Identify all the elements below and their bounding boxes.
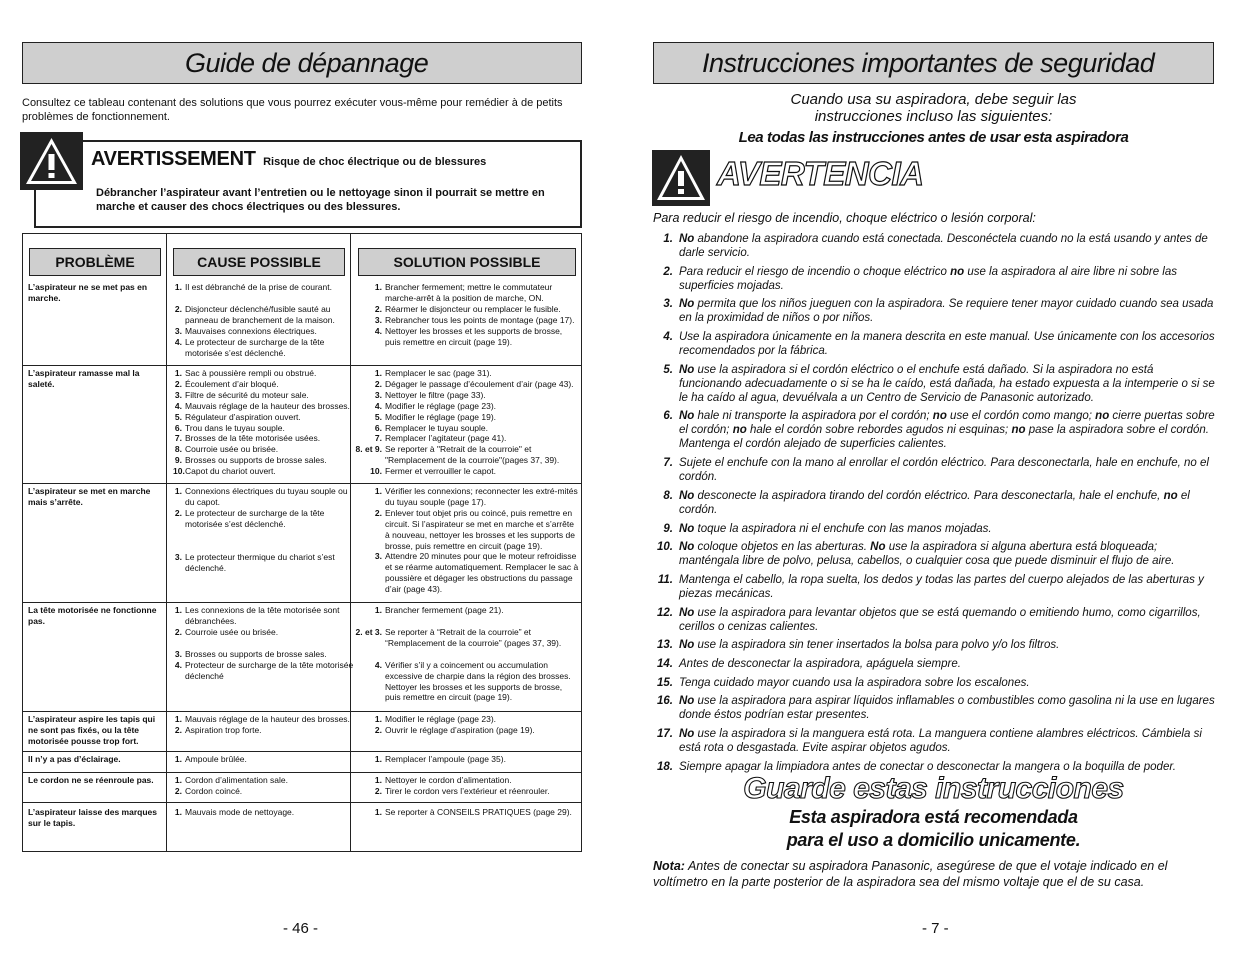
list-item: [353, 508, 579, 552]
list-item: [353, 807, 579, 818]
item-number: 17.: [657, 728, 673, 740]
list-item: [173, 337, 355, 359]
item-text: No desconecte la aspiradora tirando del cordón eléctrico. Para desconectarla, hale el enchufe, no el cordón.: [679, 489, 1190, 516]
list-item: [173, 466, 355, 477]
list-item: [173, 326, 355, 337]
safety-item: [653, 265, 1219, 293]
list-item: [173, 552, 355, 574]
warning-text: Débrancher l’aspirateur avant l’entretien ou le nettoyage sinon il pourrait se mettre en marche et causer des chocs électriques ou des blessures.: [96, 187, 545, 213]
list-item: [173, 508, 355, 530]
list-item: [173, 379, 355, 390]
solution-cell: [353, 775, 579, 797]
item-number: 6.: [374, 422, 382, 433]
item-text: Se reporter à “Retrait de la courroie” et “Remplacement de la courroie” (pages 37, 39).: [385, 626, 562, 648]
item-number: 2.: [174, 507, 182, 518]
item-number: 5.: [663, 363, 673, 376]
safety-item: [653, 363, 1219, 405]
item-number: 1.: [174, 282, 182, 292]
item-number: 3.: [174, 389, 182, 400]
item-text: Sac à poussière rempli ou obstrué.: [185, 368, 317, 378]
problem-cell: Il n’y a pas d’éclairage.: [28, 754, 121, 764]
list-item: [353, 368, 579, 379]
item-number: 1.: [174, 807, 182, 817]
item-number: 3.: [374, 314, 382, 325]
warning-triangle-icon: [20, 132, 83, 190]
item-number: 1.: [174, 775, 182, 785]
item-text: No permita que los niños jueguen con la aspiradora. Se requiere tener mayor cuidado cuando sea usada en la proximidad de niños o por niños.: [679, 298, 1214, 325]
item-number: 2.: [174, 724, 182, 735]
item-number: 15.: [657, 676, 673, 689]
list-item: [353, 786, 579, 797]
item-text: Tenga cuidado mayor cuando usa la aspiradora sobre los escalones.: [679, 676, 1030, 689]
item-number: 1.: [374, 714, 382, 724]
list-item: [353, 423, 579, 434]
item-number: 1.: [174, 754, 182, 764]
row-divider: [23, 711, 581, 712]
safety-item: [653, 232, 1219, 260]
list-item: [173, 807, 355, 818]
item-number: 4.: [374, 659, 382, 670]
list-item: [353, 775, 579, 786]
warning-triangle-icon: [652, 150, 710, 206]
warning-subtitle: Risque de choc électrique ou de blessures: [263, 156, 487, 168]
item-text: Les connexions de la tête motorisée sont débranchées.: [185, 605, 340, 626]
header-cause: CAUSE POSSIBLE: [173, 248, 345, 276]
item-text: Mauvaises connexions électriques.: [185, 325, 317, 336]
guarde-sub-line-2: para el uso a domicilio unicamente.: [786, 830, 1081, 850]
intro-text: Consultez ce tableau contenant des solutions que vous pourrez exécuter vous-même pour remédier à de petits problèmes de fonctionnement.: [22, 97, 563, 123]
item-number: 2.: [174, 785, 182, 796]
header-problem: PROBLÈME: [29, 248, 161, 276]
problem-cell: La tête motorisée ne fonctionne pas.: [28, 605, 157, 626]
safety-item: [653, 727, 1219, 755]
item-number: 6.: [663, 410, 673, 423]
spacer: [353, 649, 579, 660]
list-item: [353, 627, 579, 649]
subtitle-line-1: Cuando usa su aspiradora, debe seguir las: [790, 91, 1077, 108]
item-text: Brancher fermement (page 21).: [385, 605, 504, 615]
item-number: 3.: [174, 551, 182, 562]
subtitle-line-2: instrucciones incluso las siguientes:: [814, 108, 1053, 125]
item-number: 1.: [174, 714, 182, 724]
item-number: 7.: [174, 433, 182, 444]
item-number: 4.: [174, 336, 182, 347]
item-number: 2.: [374, 724, 382, 735]
list-item: [173, 423, 355, 434]
solution-cell: [353, 368, 579, 477]
item-text: Brancher fermement; mettre le commutateur marche-arrêt à la position de marche, ON.: [385, 282, 553, 303]
troubleshooting-table: [22, 233, 582, 852]
item-text: Enlever tout objet pris ou coincé, puis remettre en circuit. Si l’aspirateur se met en marche et s’arrête à nouveau, nettoyer les brosses et les supports de brosse, puis remettre en circuit (page 19).: [385, 507, 575, 551]
item-number: 4.: [663, 331, 673, 344]
safety-item: [653, 522, 1219, 536]
list-item: [173, 775, 355, 786]
problem-cell: L’aspirateur se met en marche mais s’arrête.: [28, 486, 151, 507]
list-item: [173, 486, 355, 508]
item-text: Remplacer le tuyau souple.: [385, 422, 489, 433]
item-text: Le protecteur thermique du chariot s’est déclenché.: [185, 551, 335, 573]
safety-item: [653, 573, 1219, 601]
solution-cell: [353, 282, 579, 347]
page-number: - 46 -: [283, 920, 319, 937]
item-number: 2.: [174, 303, 182, 314]
list-item: [173, 754, 355, 765]
right-page: [617, 0, 1235, 954]
list-item: [173, 649, 355, 660]
item-number: 4.: [374, 400, 382, 411]
list-item: [173, 433, 355, 444]
solution-cell: [353, 486, 579, 595]
solution-cell: [353, 807, 579, 818]
item-text: Se reporter à CONSEILS PRATIQUES (page 29).: [385, 807, 572, 817]
item-text: Ampoule brûlée.: [185, 754, 247, 764]
solution-cell: [353, 605, 579, 703]
column-divider: [166, 234, 167, 851]
list-item: [173, 714, 355, 725]
safety-item: [653, 489, 1219, 517]
item-text: Siempre apagar la limpiadora antes de conectar o desconectar la mangera o la boquilla de poder.: [679, 760, 1176, 773]
item-number: 2.: [174, 626, 182, 637]
list-item: [173, 455, 355, 466]
item-text: No use la aspiradora si el cordón eléctrico o el enchufe está dañado. Si la aspiradora no está funcionando adecuadamente o si se ha le caído, está dañada, ha estado expuesta a la intemperie o si se le ha caído al agua, devuélvala a un Centro de Servicio de Panasonic autorizado.: [679, 363, 1215, 404]
item-text: Use la aspiradora únicamente en la manera descrita en este manual. Use únicamente con los accesorios recomendados por la fábrica.: [679, 331, 1215, 358]
cause-cell: [173, 368, 355, 477]
item-text: Aspiration trop forte.: [185, 724, 262, 735]
list-item: [353, 304, 579, 315]
item-number: 3.: [374, 551, 382, 562]
row-divider: [23, 483, 581, 484]
spacer: [173, 530, 355, 541]
page-title: Guide de dépannage: [22, 42, 582, 84]
list-item: [173, 282, 355, 293]
item-text: Rebrancher tous les points de montage (page 17).: [385, 314, 575, 325]
item-number: 5.: [374, 411, 382, 422]
list-item: [353, 390, 579, 401]
list-item: [173, 627, 355, 638]
list-item: [353, 486, 579, 508]
item-number: 2.: [374, 507, 382, 518]
item-number: 1.: [174, 368, 182, 378]
item-text: Courroie usée ou brisée.: [185, 444, 279, 455]
item-number: 3.: [374, 389, 382, 400]
item-text: Ouvrir le réglage d’aspiration (page 19).: [385, 724, 535, 735]
list-item: [353, 326, 579, 348]
item-text: Réarmer le disjoncteur ou remplacer le fusible.: [385, 303, 561, 314]
list-item: [353, 282, 579, 304]
list-item: [353, 412, 579, 423]
note-label: Nota:: [653, 859, 685, 873]
guarde-sub-line-1: Esta aspiradora está recomendada: [789, 807, 1078, 827]
list-item: [353, 725, 579, 736]
list-item: [353, 754, 579, 765]
item-text: Remplacer l’ampoule (page 35).: [385, 754, 506, 764]
spacer: [173, 541, 355, 552]
problem-cell: Le cordon ne se réenroule pas.: [28, 775, 154, 785]
list-item: [173, 304, 355, 326]
item-text: Connexions électriques du tuyau souple ou du capot.: [185, 486, 348, 507]
list-item: [173, 401, 355, 412]
item-text: No coloque objetos en las aberturas. No use la aspiradora si alguna abertura está bloqueada; manténgala libre de polvo, pelusa, cabellos, o cualquier cosa que puede disminuir el flujo de aire.: [679, 541, 1175, 568]
item-text: Mauvais réglage de la hauteur des brosses.: [185, 400, 350, 411]
cause-cell: [173, 807, 355, 818]
save-instructions-title: Guarde estas instrucciones: [743, 772, 1124, 805]
row-divider: [23, 365, 581, 366]
item-text: Vérifier s’il y a coincement ou accumulation excessive de charpie dans la région des brosses. Nettoyer les brosses et les supports de brosse, puis remettre en circuit (page 19).: [385, 659, 571, 703]
item-text: Filtre de sécurité du moteur sale.: [185, 389, 309, 400]
item-number: 1.: [174, 605, 182, 615]
item-number: 5.: [174, 411, 182, 422]
subtitle: [653, 91, 1214, 125]
item-number: 9.: [174, 455, 182, 466]
item-number: 1.: [374, 282, 382, 292]
safety-item: [653, 694, 1219, 722]
cause-cell: [173, 486, 355, 573]
item-number: 3.: [174, 648, 182, 659]
list-item: [173, 605, 355, 627]
item-text: Brosses ou supports de brosse sales.: [185, 455, 327, 466]
item-number: 3.: [174, 325, 182, 336]
safety-item: [653, 330, 1219, 358]
item-number: 2.: [374, 303, 382, 314]
row-divider: [23, 802, 581, 803]
list-item: [353, 466, 579, 477]
item-number: 8.: [663, 489, 673, 502]
item-text: Se reporter à "Retrait de la courroie" et "Remplacement de la courroie"(pages 37, 39).: [385, 444, 560, 466]
item-text: Brosses ou supports de brosse sales.: [185, 648, 327, 659]
list-item: [173, 390, 355, 401]
item-text: Capot du chariot ouvert.: [185, 466, 276, 477]
item-text: Le protecteur de surcharge de la tête motorisée s’est déclenché.: [185, 336, 325, 358]
list-item: [173, 412, 355, 423]
list-item: [173, 368, 355, 379]
warning-intro: Para reducir el riesgo de incendio, choque eléctrico o lesión corporal:: [653, 211, 1036, 225]
list-item: [353, 605, 579, 616]
cause-cell: [173, 754, 355, 765]
item-number: 10.: [370, 466, 382, 477]
note-text: Antes de conectar su aspiradora Panasonic, asegúrese de que el votaje indicado en el voltímetro en la parte posterior de la aspiradora sea del mismo voltaje que el de su casa.: [653, 859, 1168, 889]
safety-item: [653, 456, 1219, 484]
item-number: 8. et 9.: [355, 444, 382, 455]
item-number: 12.: [657, 606, 673, 619]
item-text: Protecteur de surcharge de la tête motorisée déclenché: [185, 659, 354, 681]
cause-cell: [173, 775, 355, 797]
item-text: Écoulement d’air bloqué.: [185, 378, 279, 389]
item-number: 6.: [174, 422, 182, 433]
item-text: Nettoyer le cordon d’alimentation.: [385, 775, 512, 785]
safety-instructions-list: [653, 232, 1219, 778]
item-text: Modifier le réglage (page 23).: [385, 400, 497, 411]
spacer: [173, 293, 355, 304]
item-number: 2.: [663, 265, 673, 278]
item-text: No use la aspiradora para levantar objetos que se está quemando o emitiendo humo, como cigarrillos, cerillos o cenizas calientes.: [679, 606, 1201, 633]
item-text: Nettoyer le filtre (page 33).: [385, 389, 486, 400]
item-number: 4.: [374, 325, 382, 336]
item-text: No use la aspiradora sin tener insertados la bolsa para polvo y/o los filtros.: [679, 639, 1060, 652]
save-instructions-subtitle: [653, 806, 1214, 852]
solution-cell: [353, 714, 579, 736]
item-text: Mauvais réglage de la hauteur des brosses.: [185, 714, 350, 724]
warning-title: AVERTENCIA: [717, 155, 924, 192]
voltage-note: [653, 858, 1219, 890]
safety-item: [653, 676, 1219, 690]
list-item: [353, 660, 579, 704]
item-number: 14.: [657, 657, 673, 670]
item-text: Remplacer l’agitateur (page 41).: [385, 433, 507, 444]
safety-item: [653, 297, 1219, 325]
safety-item: [653, 540, 1219, 568]
item-number: 2.: [374, 378, 382, 389]
list-item: [353, 551, 579, 595]
item-text: Disjoncteur déclenché/fusible sauté au panneau de branchement de la maison.: [185, 303, 335, 325]
cause-cell: [173, 282, 355, 358]
item-text: Vérifier les connexions; reconnecter les extré-mités du tuyau souple (page 17).: [385, 486, 578, 507]
page-title: Instrucciones importantes de seguridad: [653, 42, 1214, 84]
item-number: 18.: [657, 760, 673, 773]
item-text: Le protecteur de surcharge de la tête motorisée s’est déclenché.: [185, 507, 325, 529]
item-text: Mantenga el cabello, la ropa suelta, los dedos y todas las partes del cuerpo alejados de las aberturas y piezas mecánicas.: [679, 573, 1204, 600]
item-text: Para reducir el riesgo de incendio o choque eléctrico no use la aspiradora al aire libre ni sobre las superficies mojadas.: [679, 265, 1177, 292]
list-item: [173, 444, 355, 455]
item-number: 2.: [374, 785, 382, 796]
item-number: 3.: [663, 298, 673, 311]
item-text: No abandone la aspiradora cuando está conectada. Desconéctela cuando no la está usando y antes de darle servicio.: [679, 233, 1208, 259]
safety-item: [653, 409, 1219, 451]
list-item: [353, 379, 579, 390]
list-item: [353, 433, 579, 444]
item-number: 1.: [374, 368, 382, 378]
list-item: [353, 714, 579, 725]
item-text: Régulateur d’aspiration ouvert.: [185, 411, 301, 422]
item-number: 11.: [657, 573, 673, 586]
item-number: 1.: [374, 775, 382, 785]
subtitle-bold: Lea todas las instrucciones antes de usar esta aspiradora: [738, 129, 1129, 146]
item-number: 10.: [657, 541, 673, 554]
item-text: Sujete el enchufe con la mano al enrollar el cordón eléctrico. Para desconectarla, hale en enchufe, no el cordón.: [679, 457, 1209, 484]
spacer: [173, 638, 355, 649]
item-number: 1.: [174, 486, 182, 496]
item-number: 1.: [663, 233, 673, 245]
item-number: 9.: [663, 522, 673, 535]
header-solution: SOLUTION POSSIBLE: [358, 248, 576, 276]
item-number: 1.: [374, 605, 382, 615]
item-text: Fermer et verrouiller le capot.: [385, 466, 497, 477]
item-number: 4.: [174, 400, 182, 411]
item-number: 1.: [374, 486, 382, 496]
item-text: No use la aspiradora si la manguera está rota. La manguera contiene alambres eléctricos. Cámbiela si está rota o desgastada. Evite aspirar objetos agudos.: [679, 728, 1202, 754]
problem-cell: L’aspirateur aspire les tapis qui ne sont pas fixés, ou la tête motorisée pousse trop fort.: [28, 714, 156, 746]
warning-heading: [91, 148, 486, 171]
page-number: - 7 -: [922, 920, 949, 937]
item-text: Modifier le réglage (page 23).: [385, 714, 497, 724]
list-item: [353, 444, 579, 466]
list-item: [173, 786, 355, 797]
item-text: Attendre 20 minutes pour que le moteur refroidisse et se réarme automatiquement. Remplacer le sac à poussière et dégager les obstructions du passage d’air (page 43).: [385, 551, 579, 595]
item-text: Cordon d’alimentation sale.: [185, 775, 289, 785]
safety-item: [653, 638, 1219, 652]
item-text: Antes de desconectar la aspiradora, apáguela siempre.: [679, 657, 961, 670]
item-text: Courroie usée ou brisée.: [185, 626, 279, 637]
cause-cell: [173, 714, 355, 736]
list-item: [173, 660, 355, 682]
item-number: 7.: [374, 433, 382, 444]
item-number: 8.: [174, 444, 182, 455]
warning-title: AVERTISSEMENT: [91, 148, 256, 170]
item-text: Trou dans le tuyau souple.: [185, 422, 285, 433]
item-number: 4.: [174, 659, 182, 670]
problem-cell: L’aspirateur ramasse mal la saleté.: [28, 368, 140, 389]
item-number: 1.: [374, 754, 382, 764]
solution-cell: [353, 754, 579, 765]
problem-cell: L’aspirateur ne se met pas en marche.: [28, 282, 148, 303]
list-item: [173, 725, 355, 736]
spacer: [353, 616, 579, 627]
item-number: 2.: [174, 378, 182, 389]
item-text: No use la aspiradora para aspirar líquidos inflamables o combustibles como gasolina ni la use en lugares donde éstos podrían estar presentes.: [679, 695, 1215, 722]
list-item: [353, 315, 579, 326]
row-divider: [23, 751, 581, 752]
item-text: Brosses de la tête motorisée usées.: [185, 433, 321, 444]
item-number: 2. et 3.: [355, 626, 382, 637]
list-item: [353, 401, 579, 412]
item-number: 7.: [663, 457, 673, 470]
item-text: Remplacer le sac (page 31).: [385, 368, 492, 378]
row-divider: [23, 772, 581, 773]
cause-cell: [173, 605, 355, 681]
problem-cell: L’aspirateur laisse des marques sur le tapis.: [28, 807, 157, 828]
item-number: 13.: [657, 639, 673, 652]
item-text: Tirer le cordon vers l’extérieur et réenrouler.: [385, 785, 550, 796]
safety-item: [653, 606, 1219, 634]
row-divider: [23, 602, 581, 603]
safety-item: [653, 657, 1219, 671]
item-text: No toque la aspiradora ni el enchufe con las manos mojadas.: [679, 522, 992, 535]
item-number: 10.: [173, 466, 185, 477]
item-number: 1.: [374, 807, 382, 817]
item-text: Mauvais mode de nettoyage.: [185, 807, 295, 817]
item-number: 16.: [657, 695, 673, 708]
item-text: Dégager le passage d’écoulement d’air (page 43).: [385, 378, 574, 389]
item-text: No hale ni transporte la aspiradora por el cordón; no use el cordón como mango; no cierre puertas sobre el cordón; no hale el cordón sobre rebordes agudos ni esquinas; no pase la aspiradora sobre el cordón. Mantenga el cordón alejado de superficies calientes.: [679, 410, 1215, 451]
item-text: Cordon coincé.: [185, 785, 243, 796]
left-page: [0, 0, 610, 954]
item-text: Il est débranché de la prise de courant.: [185, 282, 332, 292]
item-text: Modifier le réglage (page 19).: [385, 411, 497, 422]
item-text: Nettoyer les brosses et les supports de brosse, puis remettre en circuit (page 19).: [385, 325, 563, 347]
